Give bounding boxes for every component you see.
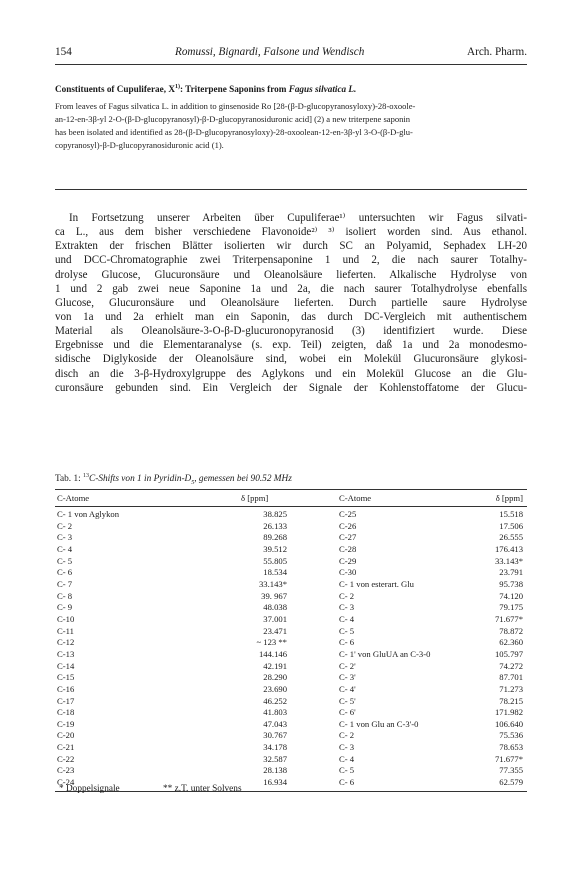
shift-value-cell: 171.982 bbox=[494, 707, 523, 718]
shift-value-cell: 15.518 bbox=[499, 509, 523, 519]
body-line: drolyse Glucose, Glucuronsäure und Oleanolsäure lieferten. Alkalische Hydrolyse von bbox=[55, 268, 527, 281]
carbon-atom-cell: C- 6 bbox=[57, 567, 73, 578]
shift-value-cell: 33.143* bbox=[494, 555, 523, 566]
body-line: Material als Oleanolsäure-3-O-β-D-glucuronopyranosid (3) identifiziert wurde. Diese bbox=[55, 325, 527, 338]
shift-value-cell: 79.175 bbox=[499, 602, 523, 613]
shift-value-cell: 87.701 bbox=[499, 672, 523, 683]
shift-value-cell: 77.355 bbox=[499, 765, 523, 776]
shift-value-cell: 75.536 bbox=[499, 730, 523, 741]
shift-value-cell: 30.767 bbox=[263, 730, 287, 741]
carbon-atom-cell: C- 6 bbox=[339, 777, 469, 791]
body-line: sidische Diglykoside der Oleanolsäure sind, wobei ein Molekül Glucuronsäure glykosi- bbox=[55, 353, 527, 366]
abstract-line: copyranosyl)-β-D-glucopyranosiduronic acid (1). bbox=[55, 140, 224, 150]
table-caption: Tab. 1: $^{13}$C-Shifts von 1 in Pyridin-$D_5$, gemessen bei 90.52 MHz bbox=[55, 473, 292, 486]
column-header: δ [ppm] bbox=[185, 490, 339, 507]
page-number: 154 bbox=[55, 46, 72, 58]
shift-value-cell: 89.268 bbox=[263, 532, 287, 543]
carbon-atom-cell: C- 1 von Aglykon bbox=[57, 509, 120, 519]
table-row bbox=[55, 567, 527, 579]
shift-value-cell: 42.191 bbox=[263, 660, 287, 671]
shift-value-cell: 62.360 bbox=[499, 637, 523, 648]
carbon-atom-cell: C- 6 bbox=[339, 637, 355, 648]
carbon-atom-cell: C-20 bbox=[57, 730, 75, 741]
footnote-solvent: ** z.T. unter Solvens bbox=[163, 784, 242, 794]
body-line: 1 und 2 gab zwei neue Saponine 1a und 2a, die nach saurer Totalhydrolyse ebenfalls bbox=[55, 282, 527, 295]
carbon-atom-cell: C- 2 bbox=[339, 590, 355, 601]
shift-value-cell: 38.825 bbox=[263, 509, 287, 519]
table-row bbox=[55, 637, 527, 649]
table-body bbox=[55, 507, 527, 792]
table-row bbox=[55, 684, 527, 696]
carbon-atom-cell: C- 1' von GluUA an C-3-0 bbox=[339, 648, 431, 659]
body-line: Extrakten der frischen Blätter isolierten wir durch SC an Polyamid, Sephadex LH-20 bbox=[55, 240, 527, 253]
table-row bbox=[55, 602, 527, 614]
carbon-atom-cell: C- 1 von esterart. Glu bbox=[339, 578, 414, 589]
shift-value-cell: 74.120 bbox=[499, 590, 523, 601]
table-row bbox=[55, 591, 527, 603]
table-row bbox=[55, 719, 527, 731]
carbon-atom-cell: C- 3 bbox=[57, 532, 73, 543]
table-row bbox=[55, 742, 527, 754]
carbon-atom-cell: C-15 bbox=[57, 672, 75, 683]
shift-value-cell: 105.797 bbox=[494, 648, 523, 659]
carbon-atom-cell: C- 9 bbox=[57, 602, 73, 613]
abstract-line: From leaves of Fagus silvatica L. in addition to ginsenoside Ro [28-(β-D-glucopyranosyloxy)-28-oxoole- bbox=[55, 101, 416, 111]
table-row bbox=[55, 649, 527, 661]
shift-value-cell: 55.805 bbox=[263, 555, 287, 566]
carbon-atom-cell: C-30 bbox=[339, 567, 357, 578]
carbon-atom-cell: C- 2 bbox=[57, 520, 73, 531]
carbon-atom-cell: C-24 bbox=[55, 777, 185, 791]
table-row bbox=[55, 696, 527, 708]
carbon-atom-cell: C- 5' bbox=[339, 695, 356, 706]
shift-value-cell: 28.290 bbox=[263, 672, 287, 683]
abstract-text bbox=[55, 100, 527, 152]
shift-value-cell: 37.001 bbox=[263, 613, 287, 624]
carbon-atom-cell: C- 4 bbox=[339, 613, 355, 624]
carbon-atom-cell: C- 7 bbox=[57, 578, 73, 589]
table-row bbox=[55, 672, 527, 684]
shift-value-cell: 41.803 bbox=[263, 707, 287, 718]
table-row bbox=[55, 614, 527, 626]
shift-value-cell: 46.252 bbox=[263, 695, 287, 706]
carbon-atom-cell: C- 8 bbox=[57, 590, 73, 601]
body-line: In Fortsetzung unserer Arbeiten über Cupuliferae¹⁾ untersuchten wir Fagus silvati- bbox=[69, 212, 527, 224]
table-row bbox=[55, 532, 527, 544]
body-line: Ergebnisse und die Elementaranalyse (s. exp. Teil) zeigten, daß 1a und 2a monodesmo- bbox=[55, 339, 527, 352]
column-header: C-Atome bbox=[339, 490, 469, 507]
shift-value-cell: 32.587 bbox=[263, 753, 287, 764]
table-row bbox=[55, 707, 527, 719]
table-row bbox=[55, 754, 527, 766]
c13-shift-table bbox=[55, 489, 527, 792]
shift-value-cell: 78.872 bbox=[499, 625, 523, 636]
carbon-atom-cell: C- 5 bbox=[57, 555, 73, 566]
header-rule bbox=[55, 64, 527, 65]
shift-value-cell: 71.273 bbox=[499, 683, 523, 694]
shift-value-cell: 18.534 bbox=[263, 567, 287, 578]
shift-value-cell: 78.215 bbox=[499, 695, 523, 706]
table-row bbox=[55, 556, 527, 568]
shift-value-cell: 16.934 bbox=[185, 777, 339, 791]
shift-value-cell: 176.413 bbox=[494, 543, 523, 554]
carbon-atom-cell: C- 4 bbox=[339, 753, 355, 764]
carbon-atom-cell: C-17 bbox=[57, 695, 75, 706]
table-footnotes bbox=[59, 784, 242, 794]
carbon-atom-cell: C- 4' bbox=[339, 683, 356, 694]
table-row bbox=[55, 521, 527, 533]
carbon-atom-cell: C-14 bbox=[57, 660, 75, 671]
carbon-atom-cell: C-11 bbox=[57, 625, 74, 636]
carbon-atom-cell: C-10 bbox=[57, 613, 75, 624]
body-line: ca L., aus dem bisher verschiedene Flavonoide²⁾ ³⁾ isoliert worden sind. Aus ethanol. bbox=[55, 226, 527, 239]
carbon-atom-cell: C-16 bbox=[57, 683, 75, 694]
carbon-atom-cell: C-28 bbox=[339, 543, 357, 554]
shift-value-cell: 33.143* bbox=[258, 578, 287, 589]
column-header: C-Atome bbox=[55, 490, 185, 507]
carbon-atom-cell: C- 1 von Glu an C-3'-0 bbox=[339, 718, 419, 729]
table-row bbox=[55, 507, 527, 521]
shift-value-cell: 17.506 bbox=[499, 520, 523, 531]
shift-value-cell: 71.677* bbox=[494, 753, 523, 764]
carbon-atom-cell: C- 5 bbox=[339, 765, 355, 776]
table-row bbox=[55, 765, 527, 777]
carbon-atom-cell: C-23 bbox=[57, 765, 75, 776]
body-line: von 1a und 2a erhielt man ein Saponin, das durch DC-Vergleich mit authentischem bbox=[55, 310, 527, 323]
column-header: δ [ppm] bbox=[469, 490, 527, 507]
carbon-atom-cell: C- 6' bbox=[339, 707, 356, 718]
body-line: disch an die 3-β-Hydroxylgruppe des Aglykons und ein Molekül Glucose an die Glu- bbox=[55, 367, 527, 380]
carbon-atom-cell: C- 2 bbox=[339, 730, 355, 741]
shift-value-cell: 144.146 bbox=[258, 648, 287, 659]
shift-value-cell: 95.738 bbox=[499, 578, 523, 589]
table-row bbox=[55, 626, 527, 638]
carbon-atom-cell: C- 3 bbox=[339, 742, 355, 753]
shift-value-cell: 23.471 bbox=[263, 625, 287, 636]
running-authors: Romussi, Bignardi, Falsone und Wendisch bbox=[175, 46, 365, 58]
shift-value-cell: 74.272 bbox=[499, 660, 523, 671]
table-row bbox=[55, 661, 527, 673]
carbon-atom-cell: C-18 bbox=[57, 707, 75, 718]
carbon-atom-cell: C-19 bbox=[57, 718, 75, 729]
carbon-atom-cell: C-26 bbox=[339, 520, 357, 531]
body-line: Glucose, Glucuronsäure und Oleanolsäure lieferten. Durch partielle saure Hydrolyse bbox=[55, 296, 527, 309]
table-row bbox=[55, 544, 527, 556]
shift-value-cell: 62.579 bbox=[469, 777, 527, 791]
abstract-line: an-12-en-3β-yl 2-O-(β-D-glucopyranosyl)-β-D-glucopyranosiduronic acid] (2) a new triterpene saponin bbox=[55, 114, 411, 124]
carbon-atom-cell: C- 4 bbox=[57, 543, 73, 554]
shift-value-cell: 39. 967 bbox=[261, 590, 287, 601]
abstract-title: Constituents of Cupuliferae, $X^{1)}$: Triterpene Saponins from Fagus silvatica L. bbox=[55, 84, 357, 95]
shift-value-cell: 26.133 bbox=[263, 520, 287, 531]
shift-value-cell: 23.791 bbox=[499, 567, 523, 578]
carbon-atom-cell: C-25 bbox=[339, 509, 357, 519]
carbon-atom-cell: C-12 bbox=[57, 637, 75, 648]
shift-value-cell: ~ 123 ** bbox=[256, 637, 287, 648]
abstract-line: has been isolated and identified as 28-(β-D-glucopyranosyloxy)-28-oxoolean-12-en-3β-yl 3-O-(β-D-glu- bbox=[55, 127, 413, 137]
carbon-atom-cell: C-13 bbox=[57, 648, 75, 659]
table-header-row bbox=[55, 490, 527, 507]
running-header bbox=[55, 46, 527, 62]
table-row bbox=[55, 777, 527, 791]
carbon-atom-cell: C- 3 bbox=[339, 602, 355, 613]
carbon-atom-cell: C- 5 bbox=[339, 625, 355, 636]
carbon-atom-cell: C-29 bbox=[339, 555, 357, 566]
abstract-rule bbox=[55, 189, 527, 190]
shift-value-cell: 48.038 bbox=[263, 602, 287, 613]
shift-value-cell: 78.653 bbox=[499, 742, 523, 753]
shift-value-cell: 34.178 bbox=[263, 742, 287, 753]
carbon-atom-cell: C-22 bbox=[57, 753, 75, 764]
journal-name: Arch. Pharm. bbox=[467, 46, 527, 58]
shift-value-cell: 47.043 bbox=[263, 718, 287, 729]
carbon-atom-cell: C-21 bbox=[57, 742, 75, 753]
footnote-double-signals: * Doppelsignale bbox=[59, 784, 120, 794]
shift-value-cell: 28.138 bbox=[263, 765, 287, 776]
body-line: curonsäure gebunden sind. Ein Vergleich der Signale der Kohlenstoffatome der Glucu- bbox=[55, 381, 527, 394]
carbon-atom-cell: C- 2' bbox=[339, 660, 356, 671]
shift-value-cell: 26.555 bbox=[499, 532, 523, 543]
carbon-atom-cell: C-27 bbox=[339, 532, 357, 543]
shift-value-cell: 71.677* bbox=[494, 613, 523, 624]
carbon-atom-cell: C- 3' bbox=[339, 672, 356, 683]
shift-value-cell: 39.512 bbox=[263, 543, 287, 554]
shift-value-cell: 106.640 bbox=[494, 718, 523, 729]
shift-value-cell: 23.690 bbox=[263, 683, 287, 694]
body-paragraph bbox=[55, 211, 527, 395]
body-line: und DCC-Chromatographie zwei Triterpensaponine 1 und 2, die nach saurer Totalhy- bbox=[55, 254, 527, 267]
table-row bbox=[55, 730, 527, 742]
table-row bbox=[55, 579, 527, 591]
